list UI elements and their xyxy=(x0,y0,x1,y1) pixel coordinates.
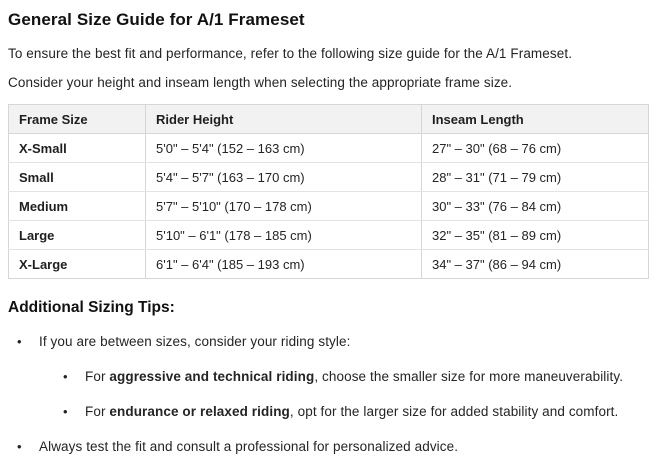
column-header-rider-height: Rider Height xyxy=(146,105,422,134)
frame-size-cell: X-Large xyxy=(9,250,146,279)
tips-heading: Additional Sizing Tips: xyxy=(8,299,175,316)
frame-size-cell: Medium xyxy=(9,192,146,221)
list-item xyxy=(8,439,656,455)
intro-text-line-1: To ensure the best fit and performance, refer to the following size guide for the A/1 Frameset. xyxy=(8,46,573,61)
page-title: General Size Guide for A/1 Frameset xyxy=(8,10,305,29)
table-row xyxy=(9,221,649,250)
tip-text-prefix: For xyxy=(85,369,110,384)
size-table xyxy=(8,104,649,279)
inseam-length-cell: 30" – 33" (76 – 84 cm) xyxy=(422,192,649,221)
inseam-length-cell: 27" – 30" (68 – 76 cm) xyxy=(422,134,649,163)
list-item xyxy=(8,334,656,350)
tip-endurance-riding xyxy=(85,404,618,420)
bullet-icon: • xyxy=(63,404,68,419)
tip-text-bold: endurance or relaxed riding xyxy=(109,404,290,419)
tip-aggressive-riding xyxy=(85,369,623,385)
inseam-length-cell: 28" – 31" (71 – 79 cm) xyxy=(422,163,649,192)
inseam-length-cell: 34" – 37" (86 – 94 cm) xyxy=(422,250,649,279)
tip-text-suffix: , opt for the larger size for added stability and comfort. xyxy=(289,404,619,419)
tip-text-bold: aggressive and technical riding xyxy=(109,369,315,384)
rider-height-cell: 5'10" – 6'1" (178 – 185 cm) xyxy=(146,221,422,250)
table-header-row xyxy=(9,105,649,134)
rider-height-cell: 5'0" – 5'4" (152 – 163 cm) xyxy=(146,134,422,163)
tip-test-fit: Always test the fit and consult a professional for personalized advice. xyxy=(39,439,459,454)
list-item xyxy=(54,369,656,385)
column-header-inseam-length: Inseam Length xyxy=(422,105,649,134)
bullet-icon: • xyxy=(63,369,68,384)
list-item xyxy=(54,404,656,420)
tip-text-prefix: For xyxy=(85,404,110,419)
table-row xyxy=(9,163,649,192)
rider-height-cell: 5'4" – 5'7" (163 – 170 cm) xyxy=(146,163,422,192)
frame-size-cell: Large xyxy=(9,221,146,250)
frame-size-cell: X-Small xyxy=(9,134,146,163)
rider-height-cell: 5'7" – 5'10" (170 – 178 cm) xyxy=(146,192,422,221)
bullet-icon: • xyxy=(17,334,22,349)
table-row xyxy=(9,192,649,221)
bullet-icon: • xyxy=(17,439,22,454)
tip-riding-style: If you are between sizes, consider your riding style: xyxy=(39,334,351,349)
table-row xyxy=(9,134,649,163)
column-header-frame-size: Frame Size xyxy=(9,105,146,134)
rider-height-cell: 6'1" – 6'4" (185 – 193 cm) xyxy=(146,250,422,279)
frame-size-cell: Small xyxy=(9,163,146,192)
intro-text-line-2: Consider your height and inseam length when selecting the appropriate frame size. xyxy=(8,75,513,90)
table-row xyxy=(9,250,649,279)
tip-text-suffix: , choose the smaller size for more maneuverability. xyxy=(314,369,624,384)
inseam-length-cell: 32" – 35" (81 – 89 cm) xyxy=(422,221,649,250)
